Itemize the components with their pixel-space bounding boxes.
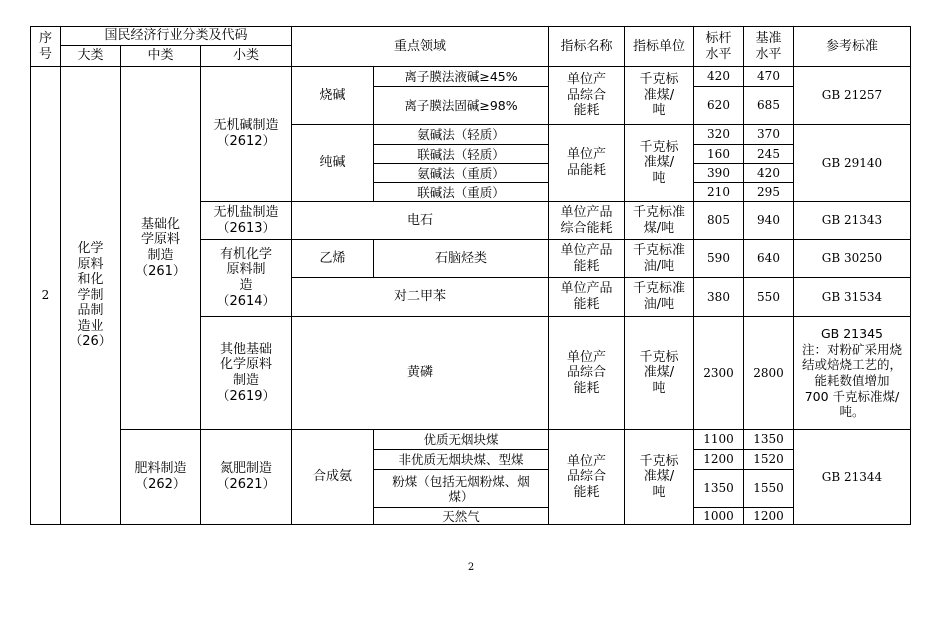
- header-minor-category: 小类: [200, 45, 292, 67]
- unit-calcium-carbide: 千克标准 煤/吨: [624, 201, 694, 240]
- minor-category-2621: 氮肥制造 （2621）: [200, 429, 292, 525]
- unit-synthetic-ammonia: 千克标 准煤/ 吨: [624, 429, 694, 525]
- indicator-caustic-soda: 单位产 品综合 能耗: [548, 66, 625, 125]
- baseline-value: 470: [743, 66, 794, 87]
- focus-area-calcium-carbide: 电石: [291, 201, 549, 240]
- reference-standard: GB 29140: [793, 124, 911, 202]
- baseline-value: 420: [743, 163, 794, 183]
- benchmark-value: 320: [693, 124, 744, 145]
- baseline-value: 940: [743, 201, 794, 240]
- minor-category-2612: 无机碱制造 （2612）: [200, 66, 292, 202]
- header-middle-category: 中类: [120, 45, 201, 67]
- baseline-value: 550: [743, 277, 794, 317]
- header-benchmark-level: 标杆 水平: [693, 26, 744, 67]
- baseline-value: 1520: [743, 449, 794, 470]
- header-industry-classification: 国民经济行业分类及代码: [60, 26, 292, 46]
- benchmark-value: 390: [693, 163, 744, 183]
- header-major-category: 大类: [60, 45, 121, 67]
- baseline-value: 295: [743, 182, 794, 202]
- process-ammonia-feedstock: 非优质无烟块煤、型煤: [373, 449, 549, 470]
- process-ammonia-feedstock: 粉煤（包括无烟粉煤、烟 煤）: [373, 469, 549, 508]
- process-ion-membrane-liquid: 离子膜法液碱≥45%: [373, 66, 549, 87]
- focus-area-paraxylene: 对二甲苯: [291, 277, 549, 317]
- unit-caustic-soda: 千克标 准煤/ 吨: [624, 66, 694, 125]
- minor-category-2613: 无机盐制造 （2613）: [200, 201, 292, 240]
- indicator-synthetic-ammonia: 单位产 品综合 能耗: [548, 429, 625, 525]
- indicator-paraxylene: 单位产品 能耗: [548, 277, 625, 317]
- header-indicator-name: 指标名称: [548, 26, 625, 67]
- header-focus-area: 重点领域: [291, 26, 549, 67]
- header-indicator-unit: 指标单位: [624, 26, 694, 67]
- benchmark-value: 2300: [693, 316, 744, 430]
- process-ammonia-feedstock: 优质无烟块煤: [373, 429, 549, 450]
- focus-area-ethylene: 乙烯: [291, 239, 374, 278]
- baseline-value: 640: [743, 239, 794, 278]
- process-naphtha: 石脑烃类: [373, 239, 549, 278]
- benchmark-value: 805: [693, 201, 744, 240]
- baseline-value: 1550: [743, 469, 794, 508]
- baseline-value: 1200: [743, 507, 794, 525]
- seq-number: 2: [30, 66, 61, 525]
- benchmark-value: 160: [693, 144, 744, 164]
- page-number: 2: [467, 562, 475, 573]
- indicator-soda-ash: 单位产 品能耗: [548, 124, 625, 202]
- benchmark-value: 1350: [693, 469, 744, 508]
- benchmark-value: 380: [693, 277, 744, 317]
- benchmark-value: 1100: [693, 429, 744, 450]
- baseline-value: 685: [743, 86, 794, 125]
- process-soda-ash: 联碱法（重质）: [373, 182, 549, 202]
- middle-category-262: 肥料制造 （262）: [120, 429, 201, 525]
- process-ion-membrane-solid: 离子膜法固碱≥98%: [373, 86, 549, 125]
- indicator-yellow-phosphorus: 单位产 品综合 能耗: [548, 316, 625, 430]
- header-baseline-level: 基准 水平: [743, 26, 794, 67]
- focus-area-caustic-soda: 烧碱: [291, 66, 374, 125]
- reference-standard: GB 30250: [793, 239, 911, 278]
- process-soda-ash: 氨碱法（重质）: [373, 163, 549, 183]
- reference-standard: GB 21344: [793, 429, 911, 525]
- benchmark-value: 1200: [693, 449, 744, 470]
- header-seq: 序 号: [30, 26, 61, 67]
- reference-standard-with-note: GB 21345 注：对粉矿采用烧 结或焙烧工艺的， 能耗数值增加 700 千克标准煤/ 吨。: [793, 316, 911, 430]
- benchmark-value: 620: [693, 86, 744, 125]
- benchmark-value: 420: [693, 66, 744, 87]
- unit-ethylene: 千克标准 油/吨: [624, 239, 694, 278]
- benchmark-value: 590: [693, 239, 744, 278]
- benchmark-value: 1000: [693, 507, 744, 525]
- process-soda-ash: 联碱法（轻质）: [373, 144, 549, 164]
- middle-category-261: 基础化 学原料 制造 （261）: [120, 66, 201, 430]
- minor-category-2614: 有机化学 原料制 造 （2614）: [200, 239, 292, 317]
- indicator-calcium-carbide: 单位产品 综合能耗: [548, 201, 625, 240]
- minor-category-2619: 其他基础 化学原料 制造 （2619）: [200, 316, 292, 430]
- baseline-value: 370: [743, 124, 794, 145]
- baseline-value: 245: [743, 144, 794, 164]
- focus-area-synthetic-ammonia: 合成氨: [291, 429, 374, 525]
- process-ammonia-feedstock: 天然气: [373, 507, 549, 525]
- process-soda-ash: 氨碱法（轻质）: [373, 124, 549, 145]
- benchmark-value: 210: [693, 182, 744, 202]
- focus-area-soda-ash: 纯碱: [291, 124, 374, 202]
- reference-standard: GB 31534: [793, 277, 911, 317]
- baseline-value: 1350: [743, 429, 794, 450]
- focus-area-yellow-phosphorus: 黄磷: [291, 316, 549, 430]
- indicator-ethylene: 单位产品 能耗: [548, 239, 625, 278]
- baseline-value: 2800: [743, 316, 794, 430]
- unit-soda-ash: 千克标 准煤/ 吨: [624, 124, 694, 202]
- unit-paraxylene: 千克标准 油/吨: [624, 277, 694, 317]
- major-category-26: 化学 原料 和化 学制 品制 造业 （26）: [60, 66, 121, 525]
- header-reference-standard: 参考标准: [793, 26, 911, 67]
- reference-standard: GB 21257: [793, 66, 911, 125]
- unit-yellow-phosphorus: 千克标 准煤/ 吨: [624, 316, 694, 430]
- reference-standard: GB 21343: [793, 201, 911, 240]
